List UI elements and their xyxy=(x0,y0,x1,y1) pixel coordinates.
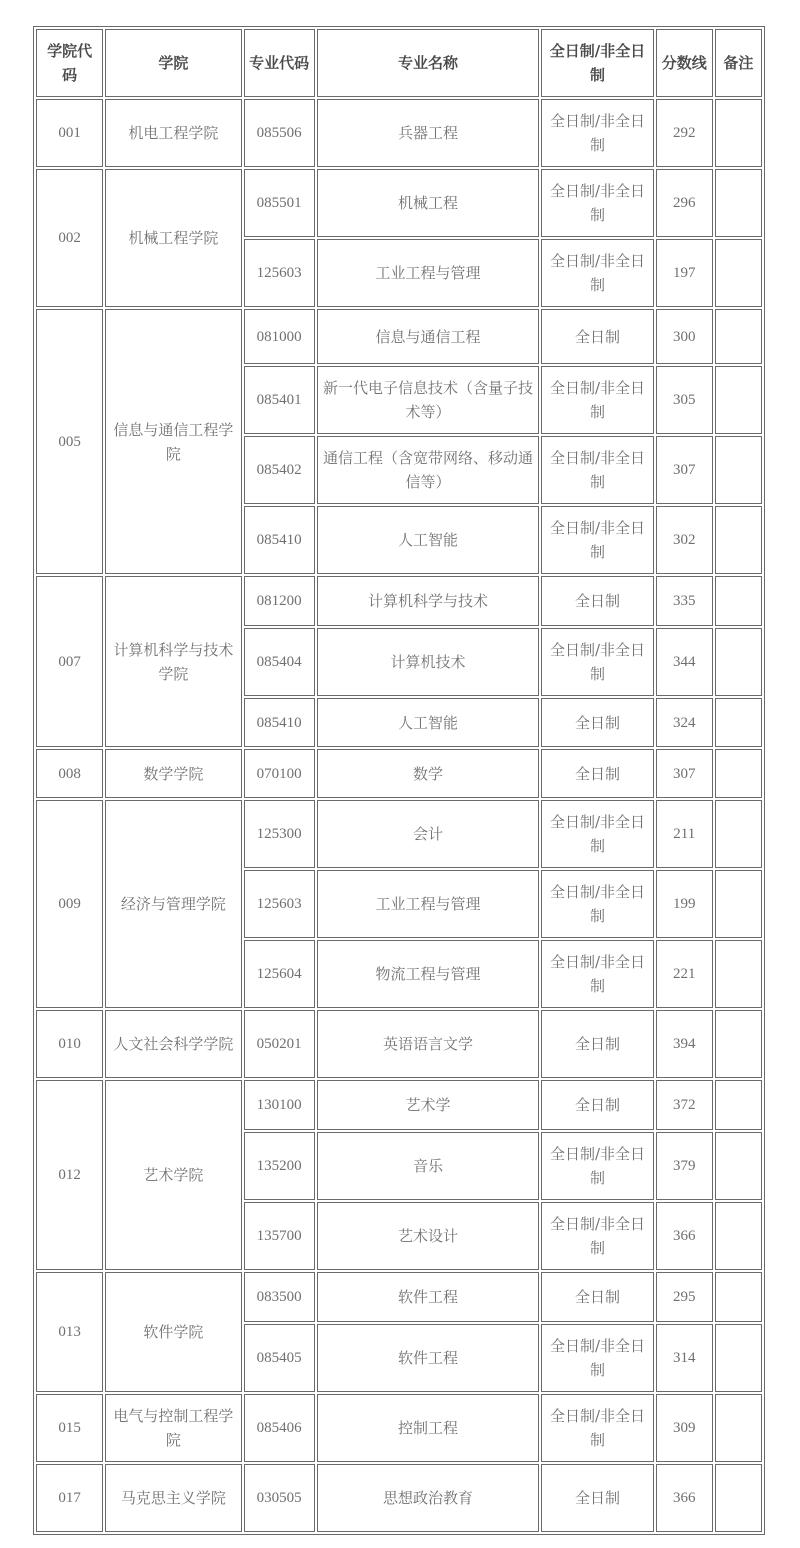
major-code-cell: 135200 xyxy=(244,1132,315,1200)
remark-cell xyxy=(715,99,762,167)
remark-cell xyxy=(715,1394,762,1462)
score-line-cell: 211 xyxy=(656,800,713,868)
remark-cell xyxy=(715,698,762,747)
major-name-cell: 计算机技术 xyxy=(317,628,540,696)
study-mode-cell: 全日制/非全日制 xyxy=(541,1202,653,1270)
study-mode-cell: 全日制/非全日制 xyxy=(541,940,653,1008)
major-code-cell: 125300 xyxy=(244,800,315,868)
college-code-cell: 001 xyxy=(36,99,103,167)
header-score: 分数线 xyxy=(656,29,713,97)
score-line-cell: 372 xyxy=(656,1080,713,1130)
college-name-cell: 信息与通信工程学院 xyxy=(105,309,241,574)
college-code-cell: 015 xyxy=(36,1394,103,1462)
college-name-cell: 机电工程学院 xyxy=(105,99,241,167)
major-code-cell: 085406 xyxy=(244,1394,315,1462)
major-name-cell: 音乐 xyxy=(317,1132,540,1200)
major-name-cell: 人工智能 xyxy=(317,698,540,747)
score-line-cell: 296 xyxy=(656,169,713,237)
remark-cell xyxy=(715,309,762,364)
admission-score-table xyxy=(33,26,765,1535)
table-row xyxy=(36,576,762,626)
table-row xyxy=(36,1010,762,1078)
score-line-cell: 394 xyxy=(656,1010,713,1078)
major-name-cell: 物流工程与管理 xyxy=(317,940,540,1008)
score-line-cell: 335 xyxy=(656,576,713,626)
score-line-cell: 309 xyxy=(656,1394,713,1462)
major-code-cell: 030505 xyxy=(244,1464,315,1532)
header-college: 学院 xyxy=(105,29,241,97)
major-code-cell: 070100 xyxy=(244,749,315,798)
major-code-cell: 085404 xyxy=(244,628,315,696)
major-code-cell: 050201 xyxy=(244,1010,315,1078)
college-name-cell: 马克思主义学院 xyxy=(105,1464,241,1532)
major-name-cell: 软件工程 xyxy=(317,1324,540,1392)
college-name-cell: 数学学院 xyxy=(105,749,241,798)
major-code-cell: 083500 xyxy=(244,1272,315,1322)
header-row xyxy=(36,29,762,97)
major-code-cell: 085402 xyxy=(244,436,315,504)
score-line-cell: 302 xyxy=(656,506,713,574)
college-code-cell: 017 xyxy=(36,1464,103,1532)
study-mode-cell: 全日制 xyxy=(541,749,653,798)
study-mode-cell: 全日制/非全日制 xyxy=(541,169,653,237)
major-code-cell: 125603 xyxy=(244,870,315,938)
college-code-cell: 007 xyxy=(36,576,103,747)
remark-cell xyxy=(715,1080,762,1130)
college-name-cell: 计算机科学与技术学院 xyxy=(105,576,241,747)
major-code-cell: 085410 xyxy=(244,506,315,574)
study-mode-cell: 全日制 xyxy=(541,309,653,364)
score-line-cell: 197 xyxy=(656,239,713,307)
study-mode-cell: 全日制/非全日制 xyxy=(541,436,653,504)
remark-cell xyxy=(715,169,762,237)
major-name-cell: 机械工程 xyxy=(317,169,540,237)
major-name-cell: 控制工程 xyxy=(317,1394,540,1462)
study-mode-cell: 全日制/非全日制 xyxy=(541,628,653,696)
study-mode-cell: 全日制 xyxy=(541,576,653,626)
remark-cell xyxy=(715,239,762,307)
major-code-cell: 085405 xyxy=(244,1324,315,1392)
major-code-cell: 135700 xyxy=(244,1202,315,1270)
header-major-name: 专业名称 xyxy=(317,29,540,97)
major-name-cell: 通信工程（含宽带网络、移动通信等） xyxy=(317,436,540,504)
header-remark: 备注 xyxy=(715,29,762,97)
study-mode-cell: 全日制/非全日制 xyxy=(541,99,653,167)
remark-cell xyxy=(715,940,762,1008)
score-line-cell: 295 xyxy=(656,1272,713,1322)
major-code-cell: 085401 xyxy=(244,366,315,434)
remark-cell xyxy=(715,800,762,868)
remark-cell xyxy=(715,1132,762,1200)
major-name-cell: 艺术学 xyxy=(317,1080,540,1130)
college-code-cell: 005 xyxy=(36,309,103,574)
score-line-cell: 366 xyxy=(656,1464,713,1532)
study-mode-cell: 全日制 xyxy=(541,1464,653,1532)
study-mode-cell: 全日制/非全日制 xyxy=(541,1324,653,1392)
remark-cell xyxy=(715,1272,762,1322)
major-code-cell: 085410 xyxy=(244,698,315,747)
college-code-cell: 008 xyxy=(36,749,103,798)
remark-cell xyxy=(715,1324,762,1392)
table-row xyxy=(36,1080,762,1130)
major-name-cell: 工业工程与管理 xyxy=(317,870,540,938)
major-code-cell: 081000 xyxy=(244,309,315,364)
header-college-code: 学院代码 xyxy=(36,29,103,97)
study-mode-cell: 全日制 xyxy=(541,1272,653,1322)
major-code-cell: 125603 xyxy=(244,239,315,307)
study-mode-cell: 全日制 xyxy=(541,1010,653,1078)
header-mode: 全日制/非全日制 xyxy=(541,29,653,97)
major-name-cell: 艺术设计 xyxy=(317,1202,540,1270)
score-line-cell: 307 xyxy=(656,436,713,504)
college-name-cell: 软件学院 xyxy=(105,1272,241,1392)
major-name-cell: 工业工程与管理 xyxy=(317,239,540,307)
score-line-cell: 300 xyxy=(656,309,713,364)
table-row xyxy=(36,1464,762,1532)
score-line-cell: 324 xyxy=(656,698,713,747)
major-name-cell: 英语语言文学 xyxy=(317,1010,540,1078)
table-row xyxy=(36,1394,762,1462)
score-line-cell: 307 xyxy=(656,749,713,798)
college-name-cell: 机械工程学院 xyxy=(105,169,241,307)
major-code-cell: 081200 xyxy=(244,576,315,626)
study-mode-cell: 全日制 xyxy=(541,1080,653,1130)
study-mode-cell: 全日制/非全日制 xyxy=(541,800,653,868)
score-line-cell: 305 xyxy=(656,366,713,434)
score-line-cell: 366 xyxy=(656,1202,713,1270)
score-line-cell: 344 xyxy=(656,628,713,696)
major-name-cell: 会计 xyxy=(317,800,540,868)
major-code-cell: 125604 xyxy=(244,940,315,1008)
study-mode-cell: 全日制/非全日制 xyxy=(541,870,653,938)
major-name-cell: 思想政治教育 xyxy=(317,1464,540,1532)
score-line-cell: 221 xyxy=(656,940,713,1008)
study-mode-cell: 全日制/非全日制 xyxy=(541,1132,653,1200)
remark-cell xyxy=(715,576,762,626)
table-row xyxy=(36,749,762,798)
college-name-cell: 艺术学院 xyxy=(105,1080,241,1270)
major-name-cell: 兵器工程 xyxy=(317,99,540,167)
college-code-cell: 009 xyxy=(36,800,103,1008)
study-mode-cell: 全日制/非全日制 xyxy=(541,239,653,307)
college-code-cell: 012 xyxy=(36,1080,103,1270)
college-name-cell: 人文社会科学学院 xyxy=(105,1010,241,1078)
remark-cell xyxy=(715,1010,762,1078)
header-major-code: 专业代码 xyxy=(244,29,315,97)
remark-cell xyxy=(715,366,762,434)
remark-cell xyxy=(715,1464,762,1532)
major-code-cell: 085506 xyxy=(244,99,315,167)
study-mode-cell: 全日制/非全日制 xyxy=(541,506,653,574)
study-mode-cell: 全日制/非全日制 xyxy=(541,366,653,434)
table-row xyxy=(36,169,762,237)
score-line-cell: 199 xyxy=(656,870,713,938)
study-mode-cell: 全日制/非全日制 xyxy=(541,1394,653,1462)
major-name-cell: 计算机科学与技术 xyxy=(317,576,540,626)
remark-cell xyxy=(715,749,762,798)
college-code-cell: 013 xyxy=(36,1272,103,1392)
college-code-cell: 010 xyxy=(36,1010,103,1078)
table-row xyxy=(36,800,762,868)
study-mode-cell: 全日制 xyxy=(541,698,653,747)
major-name-cell: 软件工程 xyxy=(317,1272,540,1322)
remark-cell xyxy=(715,1202,762,1270)
score-line-cell: 379 xyxy=(656,1132,713,1200)
major-name-cell: 人工智能 xyxy=(317,506,540,574)
major-code-cell: 130100 xyxy=(244,1080,315,1130)
score-line-cell: 292 xyxy=(656,99,713,167)
college-name-cell: 经济与管理学院 xyxy=(105,800,241,1008)
remark-cell xyxy=(715,870,762,938)
table-row xyxy=(36,309,762,364)
major-name-cell: 数学 xyxy=(317,749,540,798)
remark-cell xyxy=(715,436,762,504)
score-line-cell: 314 xyxy=(656,1324,713,1392)
major-name-cell: 信息与通信工程 xyxy=(317,309,540,364)
college-name-cell: 电气与控制工程学院 xyxy=(105,1394,241,1462)
table-row xyxy=(36,99,762,167)
remark-cell xyxy=(715,506,762,574)
major-name-cell: 新一代电子信息技术（含量子技术等） xyxy=(317,366,540,434)
major-code-cell: 085501 xyxy=(244,169,315,237)
college-code-cell: 002 xyxy=(36,169,103,307)
table-row xyxy=(36,1272,762,1322)
remark-cell xyxy=(715,628,762,696)
